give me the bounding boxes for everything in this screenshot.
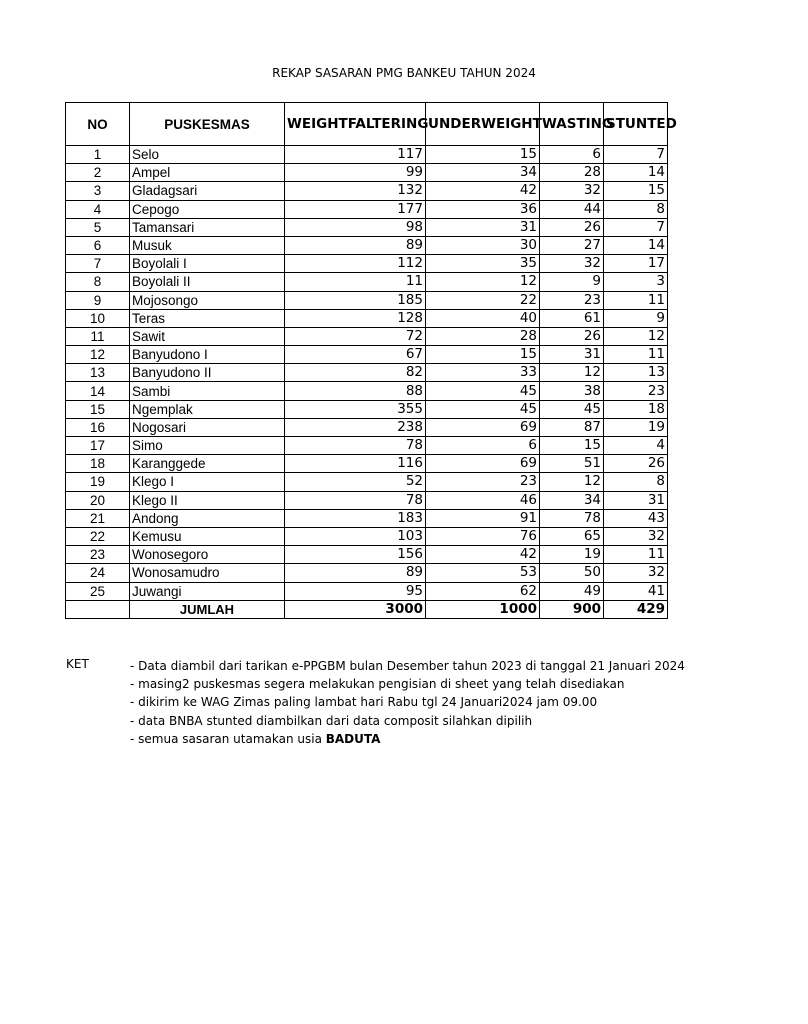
ket-label: KET bbox=[66, 657, 89, 671]
table-row bbox=[66, 309, 668, 327]
cell-stunted: 14 bbox=[604, 236, 668, 254]
cell-wasting: 49 bbox=[540, 582, 604, 600]
cell-weightfaltering: 78 bbox=[285, 491, 426, 509]
cell-stunted: 31 bbox=[604, 491, 668, 509]
cell-weightfaltering: 117 bbox=[285, 146, 426, 164]
cell-wasting: 45 bbox=[540, 400, 604, 418]
cell-underweight: 69 bbox=[426, 455, 540, 473]
table-row bbox=[66, 200, 668, 218]
cell-wasting: 87 bbox=[540, 418, 604, 436]
cell-stunted: 14 bbox=[604, 164, 668, 182]
table-row bbox=[66, 546, 668, 564]
cell-underweight: 42 bbox=[426, 182, 540, 200]
total-wasting: 900 bbox=[540, 600, 604, 618]
cell-puskesmas: Karanggede bbox=[130, 455, 285, 473]
cell-puskesmas: Wonosamudro bbox=[130, 564, 285, 582]
table-row bbox=[66, 346, 668, 364]
cell-puskesmas: Cepogo bbox=[130, 200, 285, 218]
cell-no: 11 bbox=[66, 327, 130, 345]
cell-wasting: 19 bbox=[540, 546, 604, 564]
cell-stunted: 11 bbox=[604, 291, 668, 309]
cell-wasting: 26 bbox=[540, 327, 604, 345]
cell-weightfaltering: 132 bbox=[285, 182, 426, 200]
cell-puskesmas: Klego II bbox=[130, 491, 285, 509]
cell-weightfaltering: 11 bbox=[285, 273, 426, 291]
cell-stunted: 11 bbox=[604, 346, 668, 364]
header-puskesmas: PUSKESMAS bbox=[130, 103, 285, 146]
note-item: - dikirim ke WAG Zimas paling lambat hari Rabu tgl 24 Januari2024 jam 09.00 bbox=[130, 695, 598, 710]
header-stunted: STUNTED bbox=[604, 103, 668, 146]
table-row bbox=[66, 291, 668, 309]
cell-wasting: 32 bbox=[540, 255, 604, 273]
cell-underweight: 15 bbox=[426, 346, 540, 364]
cell-wasting: 65 bbox=[540, 527, 604, 545]
cell-weightfaltering: 72 bbox=[285, 327, 426, 345]
cell-puskesmas: Selo bbox=[130, 146, 285, 164]
cell-stunted: 41 bbox=[604, 582, 668, 600]
table-row bbox=[66, 182, 668, 200]
cell-weightfaltering: 116 bbox=[285, 455, 426, 473]
cell-stunted: 4 bbox=[604, 437, 668, 455]
total-stunted: 429 bbox=[604, 600, 668, 618]
cell-puskesmas: Teras bbox=[130, 309, 285, 327]
cell-no: 14 bbox=[66, 382, 130, 400]
table-row bbox=[66, 418, 668, 436]
cell-no: 12 bbox=[66, 346, 130, 364]
cell-weightfaltering: 82 bbox=[285, 364, 426, 382]
cell-underweight: 28 bbox=[426, 327, 540, 345]
table-body bbox=[66, 146, 668, 601]
note-text: - semua sasaran utamakan usia bbox=[130, 731, 326, 746]
table-row bbox=[66, 218, 668, 236]
cell-wasting: 44 bbox=[540, 200, 604, 218]
cell-stunted: 17 bbox=[604, 255, 668, 273]
total-underweight: 1000 bbox=[426, 600, 540, 618]
cell-wasting: 61 bbox=[540, 309, 604, 327]
cell-underweight: 76 bbox=[426, 527, 540, 545]
cell-underweight: 45 bbox=[426, 400, 540, 418]
cell-wasting: 78 bbox=[540, 509, 604, 527]
cell-weightfaltering: 156 bbox=[285, 546, 426, 564]
cell-wasting: 31 bbox=[540, 346, 604, 364]
cell-puskesmas: Tamansari bbox=[130, 218, 285, 236]
cell-stunted: 7 bbox=[604, 218, 668, 236]
header-wasting: WASTING bbox=[540, 103, 604, 146]
cell-wasting: 32 bbox=[540, 182, 604, 200]
cell-no: 17 bbox=[66, 437, 130, 455]
cell-puskesmas: Banyudono I bbox=[130, 346, 285, 364]
cell-no: 10 bbox=[66, 309, 130, 327]
cell-wasting: 9 bbox=[540, 273, 604, 291]
table-row bbox=[66, 273, 668, 291]
cell-stunted: 9 bbox=[604, 309, 668, 327]
cell-wasting: 50 bbox=[540, 564, 604, 582]
table-row bbox=[66, 364, 668, 382]
cell-no: 22 bbox=[66, 527, 130, 545]
cell-underweight: 40 bbox=[426, 309, 540, 327]
cell-puskesmas: Ngemplak bbox=[130, 400, 285, 418]
table-row bbox=[66, 473, 668, 491]
total-row bbox=[66, 600, 668, 618]
table-row bbox=[66, 255, 668, 273]
cell-puskesmas: Mojosongo bbox=[130, 291, 285, 309]
cell-no: 25 bbox=[66, 582, 130, 600]
cell-stunted: 7 bbox=[604, 146, 668, 164]
header-no: NO bbox=[66, 103, 130, 146]
cell-puskesmas: Juwangi bbox=[130, 582, 285, 600]
cell-no: 9 bbox=[66, 291, 130, 309]
cell-no: 24 bbox=[66, 564, 130, 582]
note-item: - masing2 puskesmas segera melakukan pengisian di sheet yang telah disediakan bbox=[130, 677, 625, 692]
table-row bbox=[66, 564, 668, 582]
table-row bbox=[66, 491, 668, 509]
cell-wasting: 6 bbox=[540, 146, 604, 164]
cell-underweight: 15 bbox=[426, 146, 540, 164]
table-header-row bbox=[66, 103, 668, 146]
note-item bbox=[130, 730, 685, 748]
cell-weightfaltering: 89 bbox=[285, 564, 426, 582]
table-row bbox=[66, 327, 668, 345]
cell-stunted: 23 bbox=[604, 382, 668, 400]
cell-stunted: 19 bbox=[604, 418, 668, 436]
cell-wasting: 51 bbox=[540, 455, 604, 473]
cell-puskesmas: Boyolali I bbox=[130, 255, 285, 273]
table-row bbox=[66, 437, 668, 455]
cell-stunted: 8 bbox=[604, 473, 668, 491]
cell-no: 4 bbox=[66, 200, 130, 218]
rekap-table bbox=[65, 102, 677, 619]
cell-underweight: 35 bbox=[426, 255, 540, 273]
cell-no: 13 bbox=[66, 364, 130, 382]
cell-underweight: 36 bbox=[426, 200, 540, 218]
total-weightfaltering: 3000 bbox=[285, 600, 426, 618]
cell-underweight: 12 bbox=[426, 273, 540, 291]
cell-no: 23 bbox=[66, 546, 130, 564]
table-row bbox=[66, 509, 668, 527]
total-no-cell bbox=[66, 600, 130, 618]
cell-puskesmas: Nogosari bbox=[130, 418, 285, 436]
cell-weightfaltering: 238 bbox=[285, 418, 426, 436]
cell-wasting: 15 bbox=[540, 437, 604, 455]
cell-underweight: 91 bbox=[426, 509, 540, 527]
cell-no: 16 bbox=[66, 418, 130, 436]
cell-underweight: 69 bbox=[426, 418, 540, 436]
cell-underweight: 46 bbox=[426, 491, 540, 509]
note-emphasis: BADUTA bbox=[325, 731, 381, 746]
cell-puskesmas: Gladagsari bbox=[130, 182, 285, 200]
cell-wasting: 23 bbox=[540, 291, 604, 309]
cell-underweight: 30 bbox=[426, 236, 540, 254]
cell-wasting: 28 bbox=[540, 164, 604, 182]
cell-stunted: 18 bbox=[604, 400, 668, 418]
cell-no: 1 bbox=[66, 146, 130, 164]
cell-weightfaltering: 88 bbox=[285, 382, 426, 400]
cell-puskesmas: Boyolali II bbox=[130, 273, 285, 291]
cell-weightfaltering: 99 bbox=[285, 164, 426, 182]
cell-puskesmas: Wonosegoro bbox=[130, 546, 285, 564]
cell-underweight: 45 bbox=[426, 382, 540, 400]
cell-stunted: 15 bbox=[604, 182, 668, 200]
cell-weightfaltering: 183 bbox=[285, 509, 426, 527]
cell-underweight: 22 bbox=[426, 291, 540, 309]
cell-underweight: 6 bbox=[426, 437, 540, 455]
table-row bbox=[66, 236, 668, 254]
cell-weightfaltering: 177 bbox=[285, 200, 426, 218]
cell-wasting: 26 bbox=[540, 218, 604, 236]
cell-wasting: 12 bbox=[540, 364, 604, 382]
cell-stunted: 13 bbox=[604, 364, 668, 382]
header-weightfaltering: WEIGHTFALTERING bbox=[285, 103, 426, 146]
cell-puskesmas: Ampel bbox=[130, 164, 285, 182]
cell-puskesmas: Simo bbox=[130, 437, 285, 455]
table-row bbox=[66, 455, 668, 473]
cell-puskesmas: Banyudono II bbox=[130, 364, 285, 382]
cell-puskesmas: Musuk bbox=[130, 236, 285, 254]
note-item: - Data diambil dari tarikan e-PPGBM bulan Desember tahun 2023 di tanggal 21 Januari 2024 bbox=[130, 659, 685, 673]
page-title: REKAP SASARAN PMG BANKEU TAHUN 2024 bbox=[272, 66, 536, 80]
cell-weightfaltering: 89 bbox=[285, 236, 426, 254]
cell-weightfaltering: 52 bbox=[285, 473, 426, 491]
table-row bbox=[66, 400, 668, 418]
cell-wasting: 34 bbox=[540, 491, 604, 509]
cell-puskesmas: Sawit bbox=[130, 327, 285, 345]
cell-no: 15 bbox=[66, 400, 130, 418]
cell-puskesmas: Kemusu bbox=[130, 527, 285, 545]
table-row bbox=[66, 527, 668, 545]
cell-underweight: 62 bbox=[426, 582, 540, 600]
note-item: - data BNBA stunted diambilkan dari data composit silahkan dipilih bbox=[130, 713, 533, 728]
cell-no: 7 bbox=[66, 255, 130, 273]
cell-stunted: 32 bbox=[604, 564, 668, 582]
cell-weightfaltering: 112 bbox=[285, 255, 426, 273]
cell-puskesmas: Andong bbox=[130, 509, 285, 527]
cell-stunted: 11 bbox=[604, 546, 668, 564]
cell-puskesmas: Klego I bbox=[130, 473, 285, 491]
cell-no: 2 bbox=[66, 164, 130, 182]
table-row bbox=[66, 382, 668, 400]
cell-weightfaltering: 128 bbox=[285, 309, 426, 327]
cell-stunted: 26 bbox=[604, 455, 668, 473]
table-row bbox=[66, 146, 668, 164]
cell-wasting: 27 bbox=[540, 236, 604, 254]
cell-underweight: 31 bbox=[426, 218, 540, 236]
cell-weightfaltering: 355 bbox=[285, 400, 426, 418]
cell-weightfaltering: 95 bbox=[285, 582, 426, 600]
cell-no: 8 bbox=[66, 273, 130, 291]
cell-underweight: 53 bbox=[426, 564, 540, 582]
cell-wasting: 12 bbox=[540, 473, 604, 491]
cell-weightfaltering: 67 bbox=[285, 346, 426, 364]
cell-no: 21 bbox=[66, 509, 130, 527]
cell-no: 18 bbox=[66, 455, 130, 473]
cell-no: 6 bbox=[66, 236, 130, 254]
cell-stunted: 43 bbox=[604, 509, 668, 527]
cell-weightfaltering: 103 bbox=[285, 527, 426, 545]
cell-underweight: 23 bbox=[426, 473, 540, 491]
cell-stunted: 32 bbox=[604, 527, 668, 545]
cell-no: 19 bbox=[66, 473, 130, 491]
cell-weightfaltering: 78 bbox=[285, 437, 426, 455]
header-underweight: UNDERWEIGHT bbox=[426, 103, 540, 146]
table-row bbox=[66, 164, 668, 182]
cell-weightfaltering: 185 bbox=[285, 291, 426, 309]
cell-no: 20 bbox=[66, 491, 130, 509]
cell-puskesmas: Sambi bbox=[130, 382, 285, 400]
table-row bbox=[66, 582, 668, 600]
notes-list bbox=[130, 657, 685, 748]
cell-wasting: 38 bbox=[540, 382, 604, 400]
total-label: JUMLAH bbox=[130, 600, 285, 618]
cell-stunted: 8 bbox=[604, 200, 668, 218]
cell-weightfaltering: 98 bbox=[285, 218, 426, 236]
cell-underweight: 42 bbox=[426, 546, 540, 564]
cell-no: 5 bbox=[66, 218, 130, 236]
cell-stunted: 3 bbox=[604, 273, 668, 291]
cell-underweight: 33 bbox=[426, 364, 540, 382]
cell-no: 3 bbox=[66, 182, 130, 200]
cell-stunted: 12 bbox=[604, 327, 668, 345]
cell-underweight: 34 bbox=[426, 164, 540, 182]
